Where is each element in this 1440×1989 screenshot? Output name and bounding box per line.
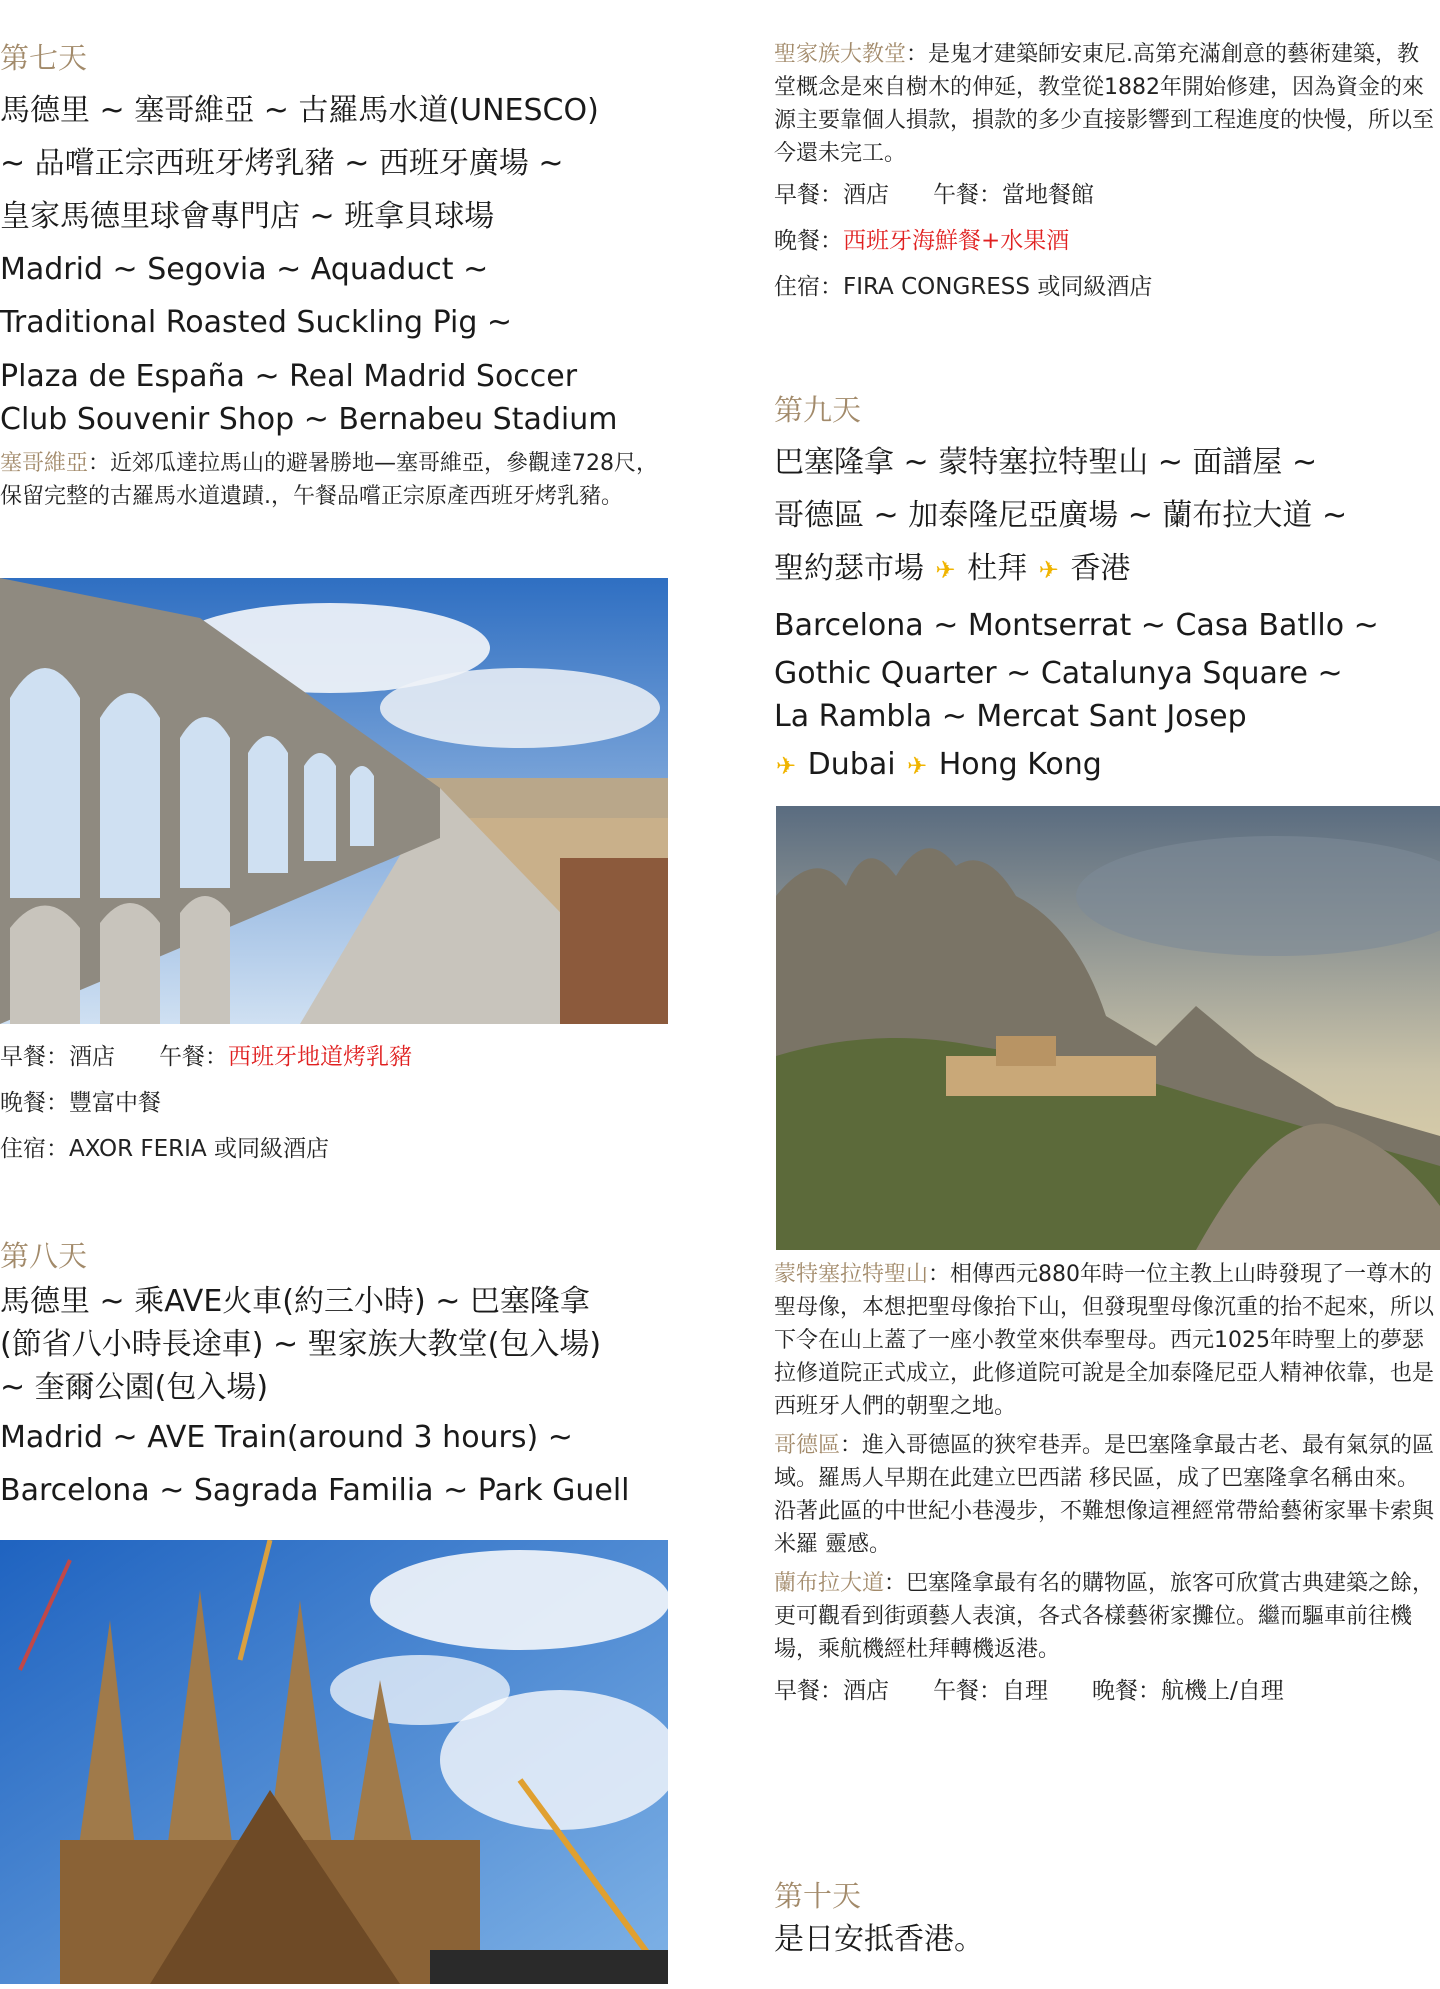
- day9-dinner: 晚餐：航機上/自理: [1092, 1678, 1284, 1704]
- plane-icon: ✈: [776, 752, 797, 780]
- day9-route-en-4: [774, 738, 1440, 793]
- day9-route-zh-3: [774, 542, 1440, 597]
- day7-route-zh-1: 馬德里 ~ 塞哥維亞 ~ 古羅馬水道(UNESCO): [0, 93, 599, 128]
- day8-route-zh-2: (節省八小時長途車) ~ 聖家族大教堂(包入場): [0, 1327, 602, 1362]
- day8-lunch: 午餐：當地餐館: [933, 182, 1094, 208]
- gothic-quarter-text: ：進入哥德區的狹窄巷弄。是巴塞隆拿最古老、最有氣氛的區域。羅馬人早期在此建立巴西諾 移民區，成了巴塞隆拿名稱由來。沿著此區的中世紀小巷漫步，不難想像這裡經常帶給藝術家畢卡索與米羅 靈感。: [774, 1433, 1435, 1557]
- day10-text: 是日安抵香港。: [774, 1922, 984, 1957]
- la-rambla-label: 蘭布拉大道: [774, 1571, 885, 1596]
- gothic-quarter-description: [774, 1429, 1440, 1561]
- day8-hotel: 住宿：FIRA CONGRESS 或同級酒店: [774, 274, 1153, 300]
- day7-meal-row-1: [0, 1034, 668, 1080]
- day9-route-en-3: La Rambla ~ Mercat Sant Josep: [774, 699, 1247, 734]
- day7-route-en-2: Traditional Roasted Suckling Pig ~: [0, 305, 513, 340]
- day8-dinner-label: 晚餐：: [774, 228, 843, 254]
- day7-dinner: 晚餐：豐富中餐: [0, 1090, 161, 1116]
- segovia-aqueduct-photo: [0, 578, 668, 1024]
- day9-route-en-4a: Dubai: [807, 747, 896, 782]
- day9-route-zh-3b: 杜拜: [967, 551, 1028, 586]
- day8-route-zh-3: ~ 奎爾公園(包入場): [0, 1370, 269, 1405]
- day7-section: [0, 38, 668, 513]
- gothic-quarter-label: 哥德區: [774, 1433, 841, 1458]
- day7-route-en-4: Club Souvenir Shop ~ Bernabeu Stadium: [0, 402, 618, 437]
- day7-route-en-1: Madrid ~ Segovia ~ Aquaduct ~: [0, 252, 489, 287]
- la-rambla-text: ：巴塞隆拿最有名的購物區，旅客可欣賞古典建築之餘，更可觀看到街頭藝人表演，各式各樣藝術家攤位。繼而驅車前往機場，乘航機經杜拜轉機返港。: [774, 1571, 1435, 1662]
- day7-hotel: 住宿：AXOR FERIA 或同級酒店: [0, 1136, 329, 1162]
- plane-icon: ✈: [1038, 556, 1059, 584]
- day7-lunch-label: 午餐：: [159, 1044, 228, 1070]
- montserrat-photo: [776, 806, 1440, 1250]
- day7-route-zh-2: ~ 品嚐正宗西班牙烤乳豬 ~ 西班牙廣場 ~: [0, 146, 564, 181]
- day8-route-zh-1: 馬德里 ~ 乘AVE火車(約三小時) ~ 巴塞隆拿: [0, 1284, 590, 1319]
- day9-details: [774, 1258, 1440, 1714]
- day8-description: [774, 38, 1440, 170]
- day8-title: 第八天: [0, 1239, 88, 1273]
- day8-desc-label: 聖家族大教堂: [774, 42, 907, 67]
- day8-continued: [774, 38, 1440, 310]
- day9-meal-row: [774, 1668, 1440, 1714]
- day10-section: [774, 1876, 1440, 1964]
- montserrat-description: [774, 1258, 1440, 1423]
- day7-description: [0, 447, 668, 513]
- day7-lunch-value: 西班牙地道烤乳豬: [228, 1044, 412, 1070]
- day10-title: 第十天: [774, 1879, 862, 1913]
- plane-icon: ✈: [907, 752, 928, 780]
- day8-route-en-2: Barcelona ~ Sagrada Familia ~ Park Guell: [0, 1473, 630, 1508]
- day9-route-zh-1: 巴塞隆拿 ~ 蒙特塞拉特聖山 ~ 面譜屋 ~: [774, 445, 1318, 480]
- day9-route-zh-2: 哥德區 ~ 加泰隆尼亞廣場 ~ 蘭布拉大道 ~: [774, 498, 1348, 533]
- day7-meals: [0, 1034, 668, 1172]
- montserrat-label: 蒙特塞拉特聖山: [774, 1262, 929, 1287]
- plane-icon: ✈: [935, 556, 956, 584]
- day7-desc-text: ：近郊瓜達拉馬山的避暑勝地—塞哥維亞，參觀達728尺，保留完整的古羅馬水道遺蹟.，午餐品嚐正宗原產西班牙烤乳豬。: [0, 451, 659, 509]
- montserrat-text: ：相傳西元880年時一位主教上山時發現了一尊木的聖母像，本想把聖母像抬下山，但發現聖母像沉重的抬不起來，所以下令在山上蓋了一座小教堂來供奉聖母。西元1025年時聖上的夢瑟拉修道院正式成立，此修道院可說是全加泰隆尼亞人精神依靠，也是西班牙人們的朝聖之地。: [774, 1262, 1435, 1419]
- day8-meal-row-2: [774, 218, 1440, 264]
- day8-meal-row-1: [774, 172, 1440, 218]
- sagrada-familia-photo: [0, 1540, 668, 1984]
- day9-lunch: 午餐：自理: [933, 1678, 1048, 1704]
- day7-breakfast: 早餐：酒店: [0, 1044, 115, 1070]
- day7-route-en-3: Plaza de España ~ Real Madrid Soccer: [0, 359, 578, 394]
- day8-desc-text: ：是鬼才建築師安東尼.高第充滿創意的藝術建築，教堂概念是來自樹木的伸延，教堂從1882年開始修建，因為資金的來源主要靠個人損款，損款的多少直接影響到工程進度的快慢，所以至今還未完工。: [774, 42, 1435, 166]
- day9-title: 第九天: [774, 393, 862, 427]
- day9-route-zh-3c: 香港: [1070, 551, 1131, 586]
- day9-route-en-4b: Hong Kong: [938, 747, 1102, 782]
- day9-breakfast: 早餐：酒店: [774, 1678, 889, 1704]
- day9-route-en-2: Gothic Quarter ~ Catalunya Square ~: [774, 656, 1343, 691]
- day8-section: [0, 1236, 668, 1517]
- day9-section: [774, 390, 1440, 793]
- day7-desc-label: 塞哥維亞: [0, 451, 89, 476]
- day9-route-zh-3a: 聖約瑟市場: [774, 551, 924, 586]
- day9-route-en-1: Barcelona ~ Montserrat ~ Casa Batllo ~: [774, 608, 1379, 643]
- day7-route-zh-3: 皇家馬德里球會專門店 ~ 班拿貝球場: [0, 199, 495, 234]
- day7-title: 第七天: [0, 41, 88, 75]
- day8-breakfast: 早餐：酒店: [774, 182, 889, 208]
- day8-dinner-value: 西班牙海鮮餐+水果酒: [843, 228, 1070, 254]
- day8-route-en-1: Madrid ~ AVE Train(around 3 hours) ~: [0, 1420, 573, 1455]
- la-rambla-description: [774, 1567, 1440, 1666]
